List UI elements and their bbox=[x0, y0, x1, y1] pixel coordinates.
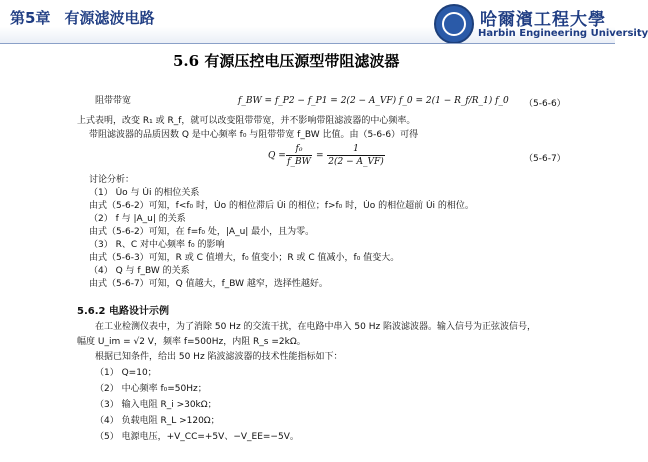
requirement-item: （1） Q=10； bbox=[95, 368, 157, 378]
requirement-item: （4） 负载电阻 R_L >120Ω； bbox=[95, 416, 220, 426]
equals-sign: = bbox=[316, 151, 324, 161]
fraction-numerator: f₀ bbox=[295, 144, 303, 154]
paragraph-line: 幅度 U_im = √2 V，频率 f=500Hz，内阻 R_s =2kΩ。 bbox=[77, 337, 306, 347]
discussion-item: （1） U̇o 与 U̇i 的相位关系 bbox=[89, 188, 200, 198]
equation-lhs: Q = bbox=[268, 151, 286, 161]
university-emblem-icon bbox=[434, 4, 474, 44]
discussion-item: （3） R、C 对中心频率 f₀ 的影响 bbox=[89, 240, 225, 250]
requirement-item: （3） 输入电阻 R_i >30kΩ； bbox=[95, 400, 217, 410]
discussion-text: 由式（5-6-3）可知，R 或 C 值增大，f₀ 值变小；R 或 C 值减小，f₀ 值变大。 bbox=[89, 253, 400, 263]
chapter-heading bbox=[10, 7, 168, 28]
subsection-title: 5.6.2 电路设计示例 bbox=[77, 306, 169, 317]
chapter-number: 第5章 bbox=[10, 9, 51, 27]
fraction-numerator: 1 bbox=[353, 144, 359, 154]
requirement-item: （5） 电源电压，+V_CC=+5V、−V_EE=−5V。 bbox=[95, 432, 299, 442]
equation-number-5-6-6: （5-6-6） bbox=[524, 99, 566, 109]
discussion-text: 由式（5-6-2）可知，在 f=f₀ 处，|A_u| 最小，且为零。 bbox=[89, 227, 315, 237]
paragraph-line: 在工业检测仪表中，为了消除 50 Hz 的交流干扰，在电路中串入 50 Hz 陷波滤波器。输入信号为正弦波信号， bbox=[95, 322, 537, 332]
discussion-text: 由式（5-6-2）可知，f<f₀ 时，U̇o 的相位滞后 U̇i 的相位；f>f₀ 时，U̇o 的相位超前 U̇i 的相位。 bbox=[89, 201, 474, 211]
paragraph-line: 带阻滤波器的品质因数 Q 是中心频率 f₀ 与阻带带宽 f_BW 比值。由（5-6-6）可得 bbox=[89, 130, 419, 140]
bandwidth-label: 阻带带宽 bbox=[95, 96, 132, 106]
discussion-text: 由式（5-6-7）可知，Q 值越大，f_BW 越窄，选择性越好。 bbox=[89, 279, 328, 289]
fraction-denominator: 2(2 − A_VF) bbox=[328, 157, 384, 167]
section-title: 5.6 有源压控电压源型带阻滤波器 bbox=[173, 52, 400, 70]
requirement-item: （2） 中心频率 f₀=50Hz； bbox=[95, 384, 207, 394]
paragraph-line: 根据已知条件，给出 50 Hz 陷波滤波器的技术性能指标如下： bbox=[95, 352, 343, 362]
equation-5-6-6: f_BW = f_P2 − f_P1 = 2(2 − A_VF) f_0 = 2(1 − R_f/R_1) f_0 bbox=[238, 96, 509, 106]
chapter-title: 有源滤波电路 bbox=[64, 9, 155, 27]
university-name-en: Harbin Engineering University bbox=[478, 28, 648, 39]
fraction bbox=[327, 144, 385, 167]
paragraph-line: 上式表明，改变 R₁ 或 R_f，就可以改变阻带带宽，并不影响带阻滤波器的中心频率。 bbox=[77, 116, 416, 126]
discussion-item: （4） Q 与 f_BW 的关系 bbox=[89, 266, 190, 276]
fraction bbox=[286, 144, 312, 167]
slide-header bbox=[0, 0, 648, 44]
header-rule bbox=[0, 43, 615, 44]
discussion-heading: 讨论分析： bbox=[89, 175, 135, 185]
university-name-cn: 哈爾濱工程大學 bbox=[480, 10, 606, 30]
fraction-denominator: f_BW bbox=[287, 157, 311, 167]
equation-number-5-6-7: （5-6-7） bbox=[524, 154, 566, 164]
discussion-item: （2） f 与 |A_u| 的关系 bbox=[89, 214, 186, 224]
